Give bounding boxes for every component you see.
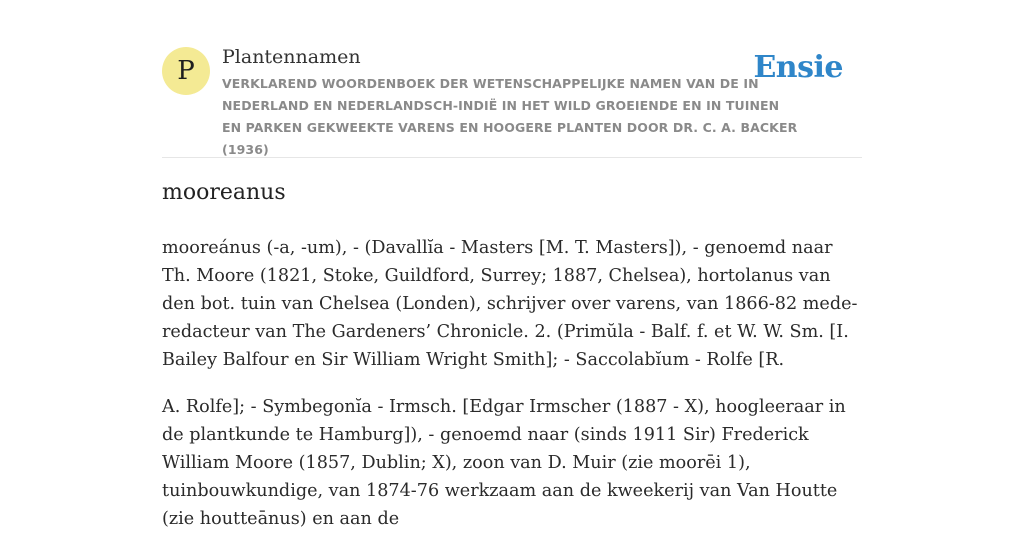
- entry-paragraph: A. Rolfe]; - Symbegonĭa - Irmsch. [Edgar Irmscher (1887 - X), hoogleeraar in de plantkunde te Hamburg]), - genoemd naar (sinds 1911 Sir) Frederick William Moore (1857, Dublin; X), zoon van D. Muir (zie moorēi 1), tuinbouwkundige, van 1874-76 werkzaam aan de kweekerij van Van Houtte (zie houtteānus) en aan de: [162, 397, 846, 529]
- entry-title: mooreanus: [162, 180, 286, 205]
- ensie-logo-link[interactable]: Ensie: [753, 50, 843, 85]
- entry-body: [162, 234, 862, 552]
- avatar[interactable]: [162, 47, 210, 95]
- dictionary-title-link[interactable]: Plantennamen: [222, 46, 361, 68]
- site-header: [162, 46, 862, 158]
- entry-paragraph: mooreánus (-a, -um), - (Davallĭa - Masters [M. T. Masters]), - genoemd naar Th. Moore (1821, Stoke, Guildford, Surrey; 1887, Chelsea), hortolanus van den bot. tuin van Chelsea (Londen), schrijver over varens, van 1866-82 mede-redacteur van The Gardeners’ Chronicle. 2. (Primŭla - Balf. f. et W. W. Sm. [I. Bailey Balfour en Sir William Wright Smith]; - Saccolabĭum - Rolfe [R.: [162, 238, 858, 370]
- dictionary-subtitle: VERKLAREND WOORDENBOEK DER WETENSCHAPPELIJKE NAMEN VAN DE IN NEDERLAND EN NEDERLANDSCH-INDIË IN HET WILD GROEIENDE EN IN TUINEN EN PARKEN GEKWEEKTE VARENS EN HOOGERE PLANTEN DOOR DR. C. A. BACKER (1936): [222, 76, 798, 157]
- avatar-letter: P: [177, 56, 195, 86]
